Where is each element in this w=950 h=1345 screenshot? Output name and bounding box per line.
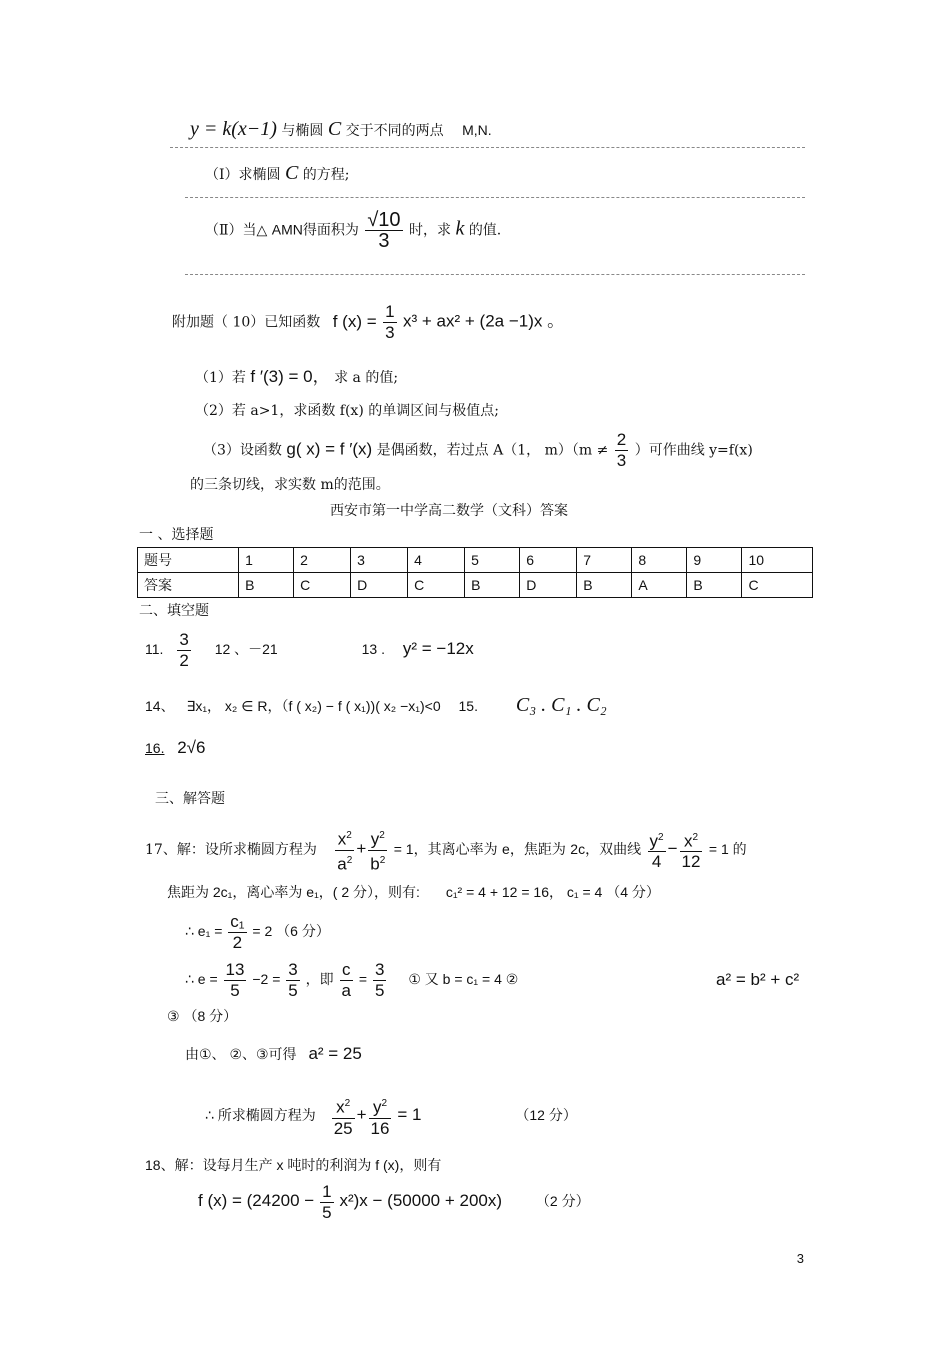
table-cell: 4 bbox=[408, 548, 465, 573]
n3: 3 bbox=[288, 960, 298, 979]
q1-curve: C bbox=[284, 162, 299, 184]
s17-l2-math: c₁² = 4 + 12 = 16， c₁ = 4 （4 分） bbox=[445, 884, 660, 900]
question-1 bbox=[205, 162, 350, 185]
table-cell: B bbox=[239, 573, 294, 598]
frac-3-5 bbox=[286, 960, 299, 1001]
table-row bbox=[138, 573, 813, 598]
ji-text: ，即 bbox=[305, 971, 334, 988]
d5b: 5 bbox=[374, 981, 385, 1000]
frac-3-5b bbox=[373, 960, 386, 1001]
s18-pre: f (x) = (24200 − bbox=[198, 1191, 315, 1211]
table-cell: 题号 bbox=[138, 548, 239, 573]
table-row bbox=[138, 548, 813, 573]
q1-tail: 的方程; bbox=[302, 167, 350, 183]
table-cell: 3 bbox=[351, 548, 408, 573]
intro-text: 与椭圆 bbox=[281, 123, 324, 139]
final-x-term bbox=[332, 1094, 355, 1139]
fill-11-13 bbox=[145, 630, 474, 671]
answer-table bbox=[137, 547, 813, 598]
table-cell: 7 bbox=[577, 548, 632, 573]
extra-part-1 bbox=[195, 362, 398, 387]
curve-C: C bbox=[327, 118, 342, 140]
s17-l6-math: a² = 25 bbox=[308, 1044, 362, 1063]
table-cell: A bbox=[632, 573, 687, 598]
section-fill: 二、填空题 bbox=[139, 603, 209, 619]
s17-l7-tail: = 1 bbox=[397, 1105, 422, 1125]
intro-tail: 交于不同的两点 bbox=[345, 123, 444, 139]
s17-hyperbola: 2c，双曲线 bbox=[570, 841, 642, 858]
divider bbox=[185, 274, 805, 275]
x2: $x^2$ bbox=[332, 1094, 355, 1119]
nc: c bbox=[340, 960, 353, 981]
q1-label: （Ⅰ）求椭圆 bbox=[205, 167, 281, 183]
extra-part-2: （2）若 a>1，求函数 f(x) 的单调区间与极值点; bbox=[195, 403, 499, 419]
p3-label: （3）设函数 bbox=[203, 442, 282, 459]
q2-when: 时，求 bbox=[409, 222, 452, 239]
d25: 25 bbox=[333, 1118, 353, 1138]
table-cell: 6 bbox=[520, 548, 577, 573]
table-cell: 9 bbox=[687, 548, 742, 573]
func-num: 1 bbox=[385, 302, 395, 321]
table-cell: C bbox=[742, 573, 813, 598]
s17-tail: = 1 的 bbox=[708, 841, 747, 858]
table-cell: C bbox=[294, 573, 351, 598]
q13-answer: y² = −12x bbox=[402, 639, 474, 659]
s18-score: （2 分） bbox=[535, 1193, 590, 1210]
func-rest: x³ + ax² + (2a −1)x 。 bbox=[403, 311, 565, 331]
q2-tail: 的值. bbox=[468, 222, 502, 239]
q13-label: 13 . bbox=[361, 641, 385, 658]
b2: $b^2$ bbox=[370, 854, 386, 874]
s18-line1: 18、解：设每月生产 x 吨时的利润为 f (x)，则有 bbox=[145, 1157, 442, 1173]
p3-fraction bbox=[615, 430, 628, 471]
extra-title: 附加题（ 10）已知函数 bbox=[172, 314, 321, 331]
extra-part-3-line2: 的三条切线，求实数 m的范围。 bbox=[190, 477, 390, 493]
hyp-y-term bbox=[648, 828, 666, 873]
question-2 bbox=[205, 210, 501, 251]
fill-16 bbox=[145, 738, 205, 758]
s17-line3 bbox=[185, 912, 330, 953]
q2-fraction bbox=[365, 210, 402, 251]
p3-mid: 是偶函数，若过点 A（1， m）（m ≠ bbox=[376, 442, 609, 459]
func-den: 3 bbox=[385, 323, 395, 342]
divider bbox=[185, 197, 805, 198]
q14-answer: ∃x₁， x₂ ∈ R，（f ( x₂) − f ( x₁))( x₂ −x₁)<0 bbox=[186, 698, 441, 714]
table-cell: 答案 bbox=[138, 573, 239, 598]
e1-num: c₁ bbox=[230, 912, 245, 931]
fill-14-15 bbox=[145, 694, 607, 717]
frac-c-a bbox=[340, 960, 353, 1001]
q11-num: 3 bbox=[179, 630, 189, 649]
q11-fraction bbox=[177, 630, 190, 671]
ellipse-x-term bbox=[335, 826, 354, 874]
points-mn: M,N. bbox=[462, 122, 492, 138]
q12-answer: 12 、－21 bbox=[214, 641, 278, 658]
da: a bbox=[341, 981, 351, 1000]
ellipse-y-term bbox=[368, 826, 387, 874]
frac-13-5 bbox=[224, 960, 247, 1001]
s17-line4 bbox=[185, 960, 518, 1001]
minus-two: −2 = bbox=[252, 971, 281, 988]
answer-title: 西安市第一中学高二数学（文科）答案 bbox=[330, 503, 568, 519]
divider bbox=[170, 147, 805, 148]
four: 4 bbox=[651, 852, 662, 872]
s17-l2-text: 焦距为 2c₁，离心率为 e₁，( 2 分），则有: bbox=[167, 884, 420, 900]
p3-tail: ）可作曲线 y=f(x) bbox=[634, 442, 753, 459]
page-number: 3 bbox=[796, 1251, 804, 1266]
y2: $y^2$ bbox=[369, 1094, 392, 1119]
s17-l4-tail: ① 又 b = c₁ = 4 ② bbox=[408, 971, 519, 988]
q15-answer: C₃ . C₁ . C₂ bbox=[515, 694, 607, 716]
q2-k: k bbox=[455, 217, 465, 240]
q2-triangle: AMN bbox=[271, 221, 303, 238]
table-cell: 8 bbox=[632, 548, 687, 573]
n3b: 3 bbox=[374, 960, 385, 979]
section-solve: 三、解答题 bbox=[155, 791, 225, 807]
table-cell: D bbox=[520, 573, 577, 598]
q2-label: （Ⅱ）当△ bbox=[205, 222, 268, 239]
d5: 5 bbox=[288, 981, 298, 1000]
n13: 13 bbox=[225, 960, 245, 979]
p3-den: 3 bbox=[616, 451, 627, 470]
x2: $x^2$ bbox=[335, 826, 354, 851]
s17-intro: 17、解：设所求椭圆方程为 bbox=[145, 842, 317, 859]
e1-rhs: = 2 （6 分） bbox=[252, 923, 330, 940]
func-fraction bbox=[383, 302, 396, 343]
s17-line2 bbox=[167, 882, 660, 902]
d5: 5 bbox=[230, 981, 240, 1000]
equals: = bbox=[358, 971, 368, 988]
e1-fraction bbox=[228, 912, 246, 953]
hyp-x-term bbox=[680, 828, 703, 873]
s17-l4-right: a² = b² + c² bbox=[716, 970, 800, 989]
y2: $y^2$ bbox=[368, 826, 387, 851]
p3-math: g( x) = f ′(x) bbox=[286, 439, 373, 459]
s17-l7-pre: ∴ 所求椭圆方程为 bbox=[205, 1107, 316, 1124]
func-lhs: f (x) = bbox=[332, 311, 377, 331]
table-cell: B bbox=[577, 573, 632, 598]
s17-score: （12 分） bbox=[515, 1107, 577, 1124]
line-equation: y = k(x−1) bbox=[190, 118, 277, 140]
q11-label: 11. bbox=[145, 641, 164, 658]
q16-label: 16. bbox=[145, 740, 165, 756]
table-cell: 1 bbox=[239, 548, 294, 573]
q14-label: 14、 bbox=[145, 698, 175, 714]
table-cell: 5 bbox=[465, 548, 520, 573]
p1-label: （1）若 bbox=[195, 370, 246, 386]
q2-den: 3 bbox=[378, 230, 390, 252]
s17-line5: ③ （8 分） bbox=[167, 1008, 238, 1024]
table-cell: B bbox=[465, 573, 520, 598]
s17-ecc: = 1，其离心率为 bbox=[393, 841, 498, 858]
table-cell: 10 bbox=[742, 548, 813, 573]
twelve: 12 bbox=[681, 852, 701, 872]
table-cell: D bbox=[351, 573, 408, 598]
y2: $y^2$ bbox=[648, 828, 666, 853]
q16-answer: 2√6 bbox=[177, 738, 206, 757]
table-cell: 2 bbox=[294, 548, 351, 573]
a2: $a^2$ bbox=[337, 854, 353, 874]
e-lhs: ∴ e = bbox=[185, 971, 218, 988]
x2: $x^2$ bbox=[680, 828, 703, 853]
intro-line bbox=[190, 118, 492, 141]
q11-den: 2 bbox=[179, 651, 189, 670]
s17-focal: e，焦距为 bbox=[502, 841, 566, 858]
q2-mid: 得面积为 bbox=[302, 222, 359, 239]
p1-math: f ′(3) = 0， bbox=[250, 367, 330, 386]
section-choice: 一 、选择题 bbox=[139, 527, 214, 543]
s18-num: 1 bbox=[322, 1182, 332, 1201]
s17-l6-text: 由①、 ②、③可得 bbox=[185, 1046, 297, 1062]
table-cell: B bbox=[687, 573, 742, 598]
extra-part-3 bbox=[203, 430, 753, 471]
s17-line1: 17、解：设所求椭圆方程为 $\frac{x^2}{a^2}$ + $\frac{y^2}{b^2}$ = 1，其离心率为 e，焦距为 2c，双曲线 $\frac{y^2}{4}$ − $\frac{x^2}{12}$ = 1 的 bbox=[145, 826, 747, 874]
p1-tail: 求 a 的值; bbox=[334, 370, 399, 386]
q2-num: √10 bbox=[367, 209, 401, 231]
s18-line2 bbox=[198, 1182, 590, 1223]
s17-line6 bbox=[185, 1044, 362, 1064]
s18-fraction bbox=[320, 1182, 333, 1223]
e1-den: 2 bbox=[232, 933, 243, 952]
table-cell: C bbox=[408, 573, 465, 598]
final-y-term bbox=[369, 1094, 392, 1139]
s18-den: 5 bbox=[322, 1203, 332, 1222]
d16: 16 bbox=[370, 1118, 390, 1138]
p3-num: 2 bbox=[616, 430, 627, 449]
extra-problem-title bbox=[172, 302, 564, 343]
s18-post: x²)x − (50000 + 200x) bbox=[339, 1191, 503, 1211]
s17-line7: ∴ 所求椭圆方程为 $\frac{x^2}{25}$ + $\frac{y^2}{16}$ = 1 （12 分） bbox=[205, 1094, 577, 1139]
q15-label: 15. bbox=[458, 698, 478, 714]
e1-lhs: ∴ e₁ = bbox=[185, 923, 223, 940]
